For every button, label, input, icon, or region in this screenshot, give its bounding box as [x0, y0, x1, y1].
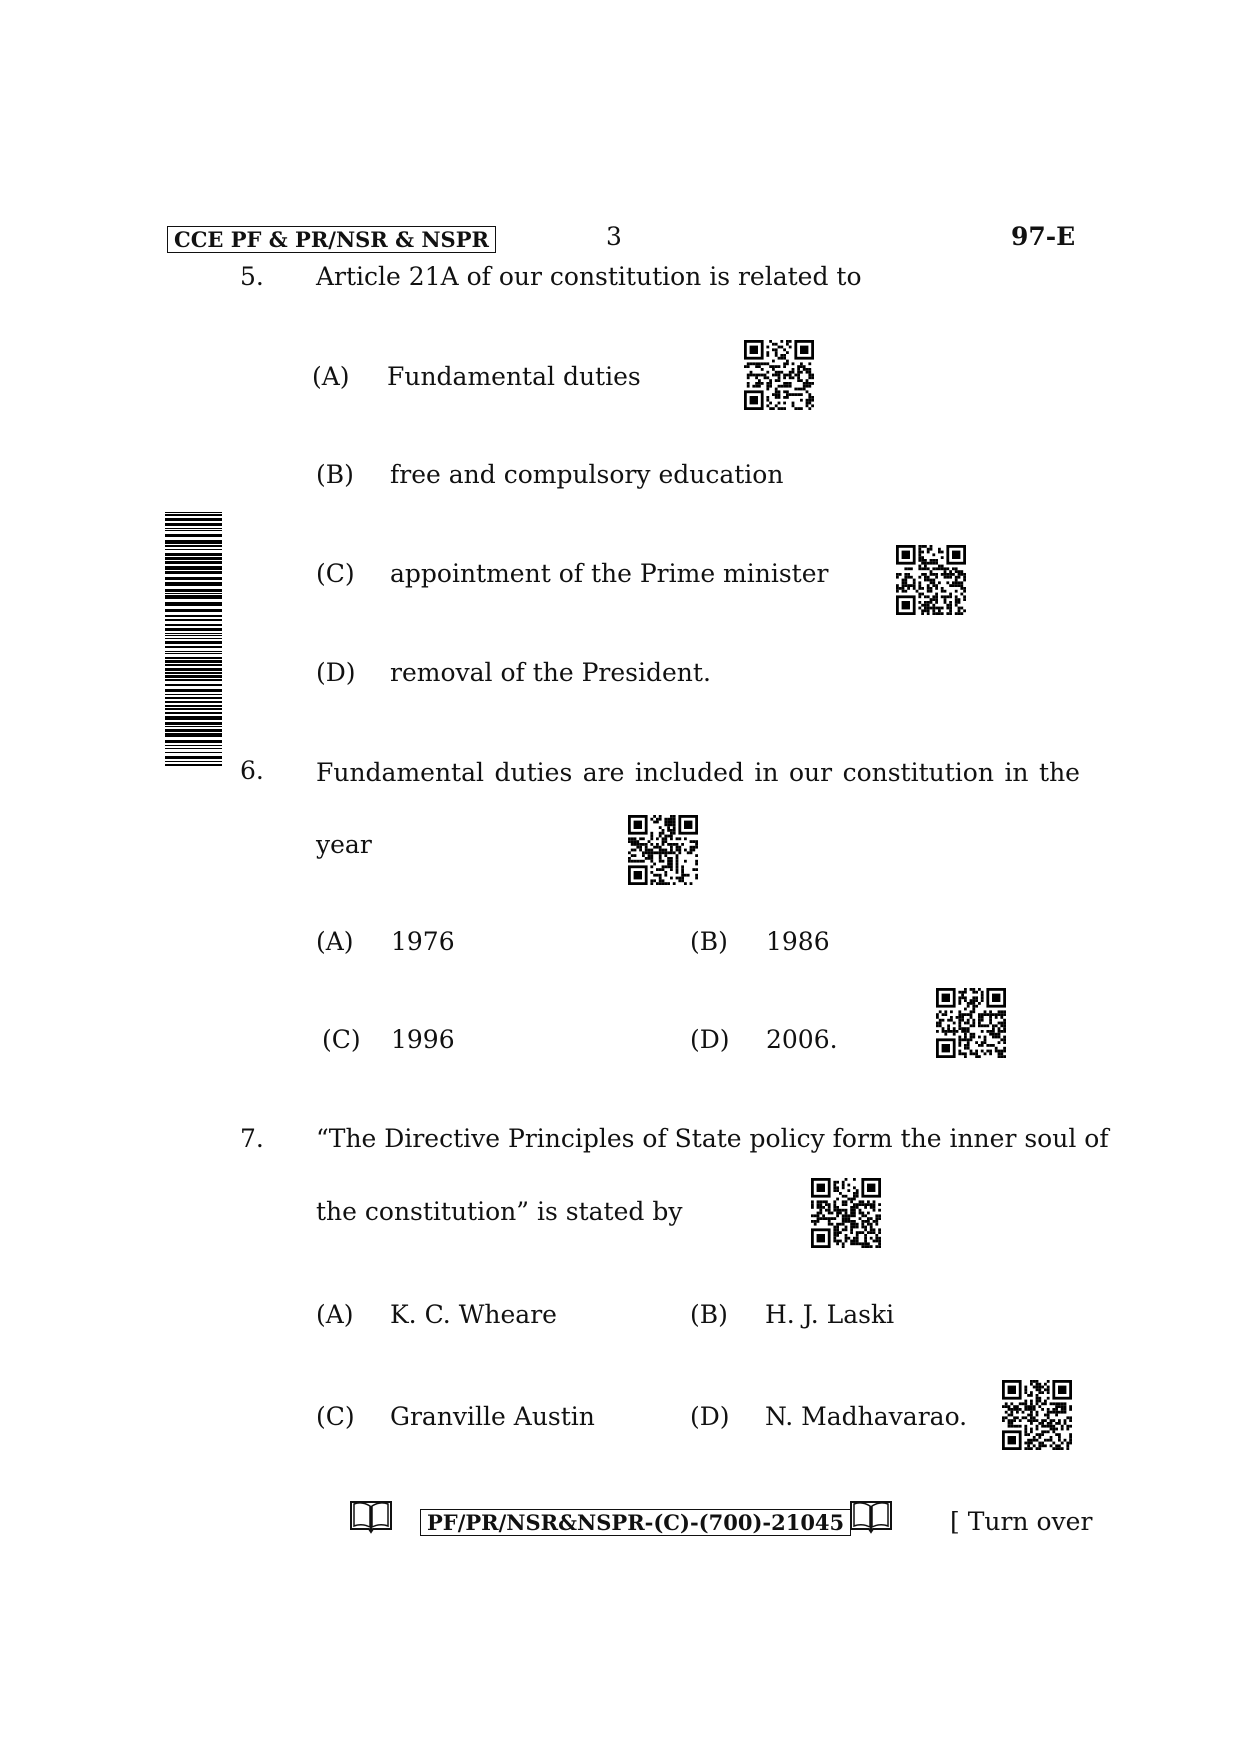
q6-option-c-label: (C) [322, 1025, 361, 1054]
qr-code-icon [1002, 1380, 1072, 1450]
q7-option-a-label: (A) [316, 1300, 354, 1329]
q6-option-b-text: 1986 [766, 927, 830, 956]
q7-option-c-label: (C) [316, 1402, 355, 1431]
barcode-image [165, 512, 222, 766]
q6-option-a-text: 1976 [391, 927, 455, 956]
q5-option-c-label: (C) [316, 559, 355, 588]
q6-word: the [1039, 758, 1080, 787]
q6-option-d-label: (D) [690, 1025, 730, 1054]
qr-code-icon [936, 988, 1006, 1058]
q6-option-a-label: (A) [316, 927, 354, 956]
q6-word: included [634, 758, 744, 787]
open-book-icon [348, 1498, 394, 1534]
q5-option-a-label: (A) [312, 362, 350, 391]
question-6-text-line1 [316, 758, 1080, 788]
q5-option-b-text: free and compulsory education [390, 460, 784, 489]
page-number: 3 [606, 222, 622, 251]
open-book-icon [848, 1498, 894, 1534]
q6-word: duties [494, 758, 573, 787]
q6-word: our [788, 758, 833, 787]
series-code-box: CCE PF & PR/NSR & NSPR [167, 226, 496, 253]
q6-word: are [582, 758, 625, 787]
q5-option-b-label: (B) [316, 460, 354, 489]
q7-option-d-label: (D) [690, 1402, 730, 1431]
q7-option-c-text: Granville Austin [390, 1402, 595, 1431]
q5-option-c-text: appointment of the Prime minister [390, 559, 829, 588]
qr-code-icon [811, 1178, 881, 1248]
q6-option-c-text: 1996 [391, 1025, 455, 1054]
question-7-text-line1: “The Directive Principles of State policy form the inner soul of [316, 1124, 1109, 1153]
turn-over-text: [ Turn over [950, 1507, 1093, 1536]
q7-option-a-text: K. C. Wheare [390, 1300, 557, 1329]
q6-option-d-text: 2006. [766, 1025, 838, 1054]
paper-code: 97-E [1011, 222, 1076, 251]
q5-option-d-label: (D) [316, 658, 356, 687]
question-6-number: 6. [240, 756, 264, 785]
question-7-number: 7. [240, 1124, 264, 1153]
qr-code-icon [896, 545, 966, 615]
question-5-number: 5. [240, 262, 264, 291]
q6-word: Fundamental [316, 758, 485, 787]
q5-option-d-text: removal of the President. [390, 658, 711, 687]
q7-option-d-text: N. Madhavarao. [765, 1402, 968, 1431]
q6-word: constitution [842, 758, 994, 787]
q6-word: in [754, 758, 779, 787]
q6-word: in [1004, 758, 1029, 787]
question-6-text-line2: year [316, 830, 372, 859]
q5-option-a-text: Fundamental duties [387, 362, 641, 391]
q7-option-b-text: H. J. Laski [765, 1300, 895, 1329]
question-7-text-line2: the constitution” is stated by [316, 1197, 683, 1226]
qr-code-icon [744, 340, 814, 410]
question-5-text: Article 21A of our constitution is related to [316, 262, 862, 291]
q7-option-b-label: (B) [690, 1300, 728, 1329]
q6-option-b-label: (B) [690, 927, 728, 956]
footer-code-box: PF/PR/NSR&NSPR-(C)-(700)-21045 [420, 1509, 851, 1536]
qr-code-icon [628, 815, 698, 885]
